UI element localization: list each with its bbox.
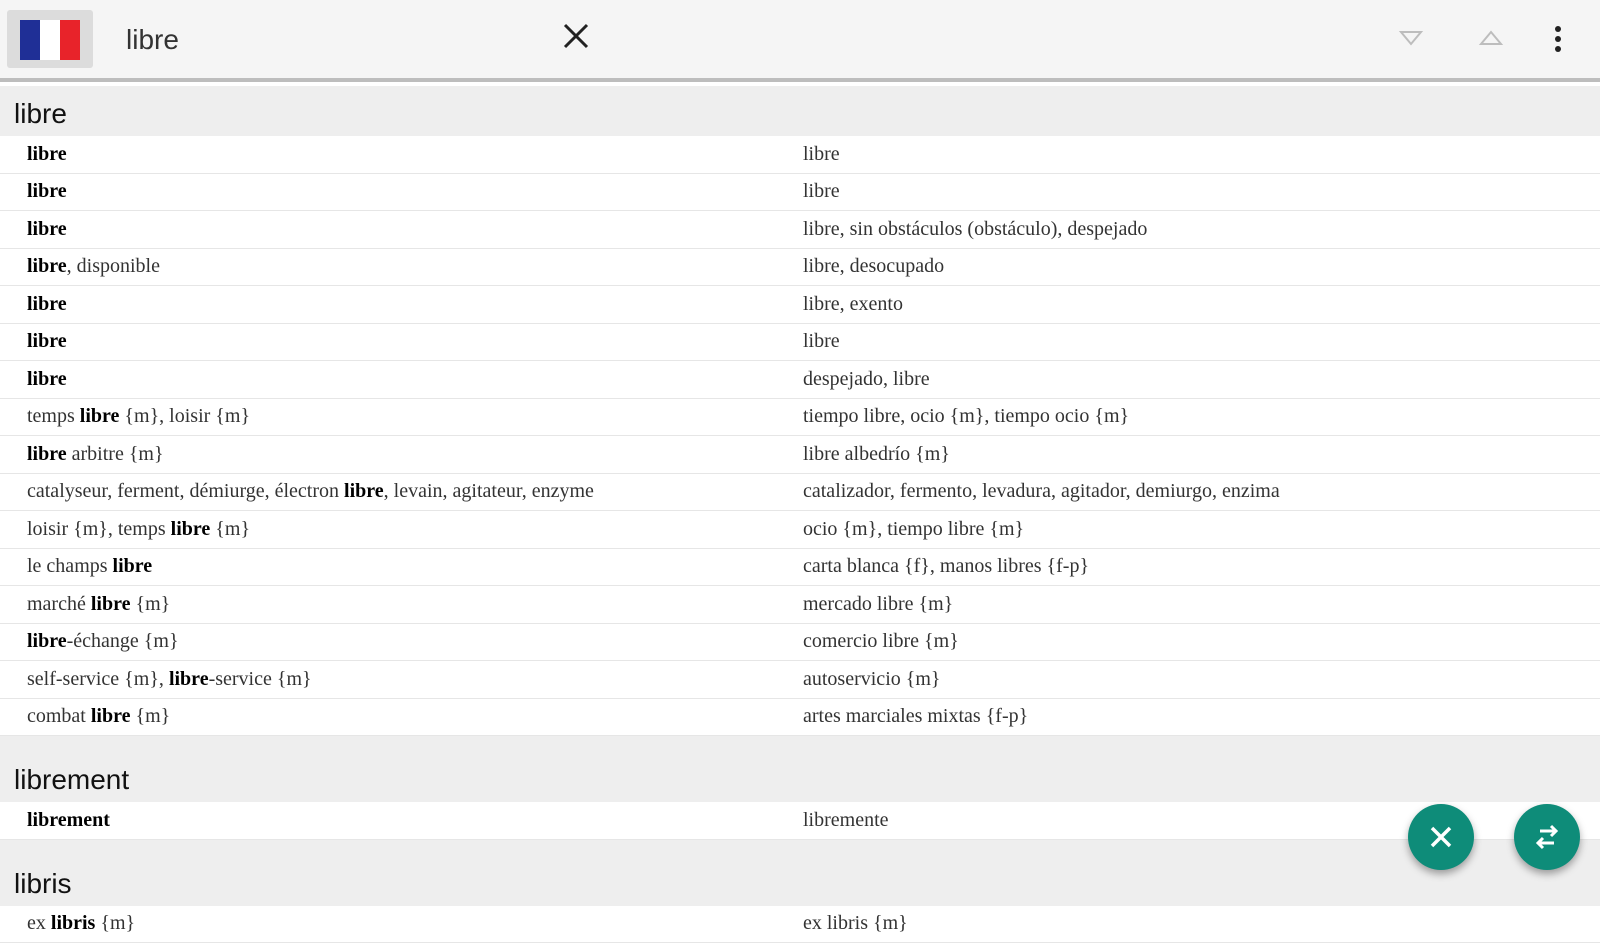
highlighted-term: librement xyxy=(27,809,110,831)
term-text: arbitre {m} xyxy=(67,443,164,465)
source-term xyxy=(0,443,803,466)
term-text: {m} xyxy=(131,705,171,727)
source-term xyxy=(0,218,803,241)
term-text: {m}, loisir {m} xyxy=(119,405,250,427)
term-text: , levain, agitateur, enzyme xyxy=(384,480,594,502)
highlighted-term: libre xyxy=(344,480,384,502)
next-result-button[interactable] xyxy=(1397,24,1433,60)
section-header: librement xyxy=(0,744,1600,802)
france-flag-icon xyxy=(20,20,80,60)
section-header: libre xyxy=(0,86,1600,136)
result-row[interactable] xyxy=(0,324,1600,362)
translation-term: mercado libre {m} xyxy=(803,593,1600,616)
source-term xyxy=(0,480,803,503)
translation-term: libremente xyxy=(803,809,1600,832)
result-row[interactable] xyxy=(0,436,1600,474)
term-text: -échange {m} xyxy=(67,630,179,652)
source-term xyxy=(0,912,803,935)
highlighted-term: libre xyxy=(27,368,67,390)
highlighted-term: libre xyxy=(171,518,211,540)
source-term xyxy=(0,518,803,541)
section-divider xyxy=(0,736,1600,744)
section-header: libris xyxy=(0,848,1600,906)
close-icon xyxy=(562,22,590,50)
translation-term: libre xyxy=(803,180,1600,203)
term-text: le champs xyxy=(27,555,113,577)
clear-search-button[interactable] xyxy=(562,22,602,62)
term-text: temps xyxy=(27,405,80,427)
section-divider xyxy=(0,840,1600,848)
highlighted-term: libre xyxy=(27,630,67,652)
term-text: {m} xyxy=(210,518,250,540)
result-row[interactable] xyxy=(0,624,1600,662)
translation-term: catalizador, fermento, levadura, agitador, demiurgo, enzima xyxy=(803,480,1600,503)
highlighted-term: libris xyxy=(51,912,95,934)
highlighted-term: libre xyxy=(91,593,131,615)
highlighted-term: libre xyxy=(27,180,67,202)
translation-term: libre albedrío {m} xyxy=(803,443,1600,466)
translation-term: tiempo libre, ocio {m}, tiempo ocio {m} xyxy=(803,405,1600,428)
result-row[interactable] xyxy=(0,511,1600,549)
close-fab-button[interactable] xyxy=(1408,804,1474,870)
highlighted-term: libre xyxy=(27,143,67,165)
source-term xyxy=(0,180,803,203)
result-row[interactable] xyxy=(0,906,1600,943)
result-row[interactable] xyxy=(0,661,1600,699)
term-text: {m} xyxy=(95,912,135,934)
chevron-down-icon xyxy=(1397,24,1425,52)
language-selector-button[interactable] xyxy=(7,10,93,68)
translation-term: libre xyxy=(803,330,1600,353)
source-term xyxy=(0,668,803,691)
swap-languages-fab-button[interactable] xyxy=(1514,804,1580,870)
source-term xyxy=(0,293,803,316)
result-row[interactable] xyxy=(0,549,1600,587)
result-row[interactable] xyxy=(0,136,1600,174)
source-term xyxy=(0,809,803,832)
result-row[interactable] xyxy=(0,399,1600,437)
chevron-up-icon xyxy=(1477,24,1505,52)
translation-term: libre, sin obstáculos (obstáculo), despejado xyxy=(803,218,1600,241)
search-input[interactable] xyxy=(126,20,546,60)
overflow-menu-button[interactable] xyxy=(1548,24,1576,60)
source-term xyxy=(0,405,803,428)
highlighted-term: libre xyxy=(27,255,67,277)
result-row[interactable] xyxy=(0,361,1600,399)
highlighted-term: libre xyxy=(80,405,120,427)
translation-term: ex libris {m} xyxy=(803,912,1600,935)
source-term xyxy=(0,143,803,166)
result-row[interactable] xyxy=(0,474,1600,512)
highlighted-term: libre xyxy=(169,668,209,690)
term-text: combat xyxy=(27,705,91,727)
translation-term: libre, exento xyxy=(803,293,1600,316)
result-row[interactable] xyxy=(0,286,1600,324)
prev-result-button[interactable] xyxy=(1477,24,1513,60)
result-row[interactable] xyxy=(0,699,1600,737)
swap-horiz-icon xyxy=(1531,821,1563,853)
term-text: ex xyxy=(27,912,51,934)
highlighted-term: libre xyxy=(113,555,153,577)
more-vert-icon xyxy=(1548,24,1568,54)
highlighted-term: libre xyxy=(91,705,131,727)
result-row[interactable] xyxy=(0,174,1600,212)
result-row[interactable] xyxy=(0,802,1600,840)
highlighted-term: libre xyxy=(27,330,67,352)
results-list[interactable] xyxy=(0,86,1600,900)
translation-term: artes marciales mixtas {f-p} xyxy=(803,705,1600,728)
translation-term: autoservicio {m} xyxy=(803,668,1600,691)
result-row[interactable] xyxy=(0,211,1600,249)
result-row[interactable] xyxy=(0,249,1600,287)
term-text: {m} xyxy=(131,593,171,615)
source-term xyxy=(0,555,803,578)
source-term xyxy=(0,368,803,391)
translation-term: carta blanca {f}, manos libres {f-p} xyxy=(803,555,1600,578)
translation-term: libre xyxy=(803,143,1600,166)
source-term xyxy=(0,593,803,616)
translation-term: ocio {m}, tiempo libre {m} xyxy=(803,518,1600,541)
term-text: -service {m} xyxy=(209,668,312,690)
source-term xyxy=(0,630,803,653)
translation-term: despejado, libre xyxy=(803,368,1600,391)
translation-term: comercio libre {m} xyxy=(803,630,1600,653)
highlighted-term: libre xyxy=(27,443,67,465)
term-text: catalyseur, ferment, démiurge, électron xyxy=(27,480,344,502)
source-term xyxy=(0,255,803,278)
term-text: self-service {m}, xyxy=(27,668,169,690)
result-row[interactable] xyxy=(0,586,1600,624)
term-text: , disponible xyxy=(67,255,160,277)
source-term xyxy=(0,705,803,728)
highlighted-term: libre xyxy=(27,293,67,315)
close-icon xyxy=(1425,821,1457,853)
source-term xyxy=(0,330,803,353)
highlighted-term: libre xyxy=(27,218,67,240)
term-text: marché xyxy=(27,593,91,615)
app-toolbar xyxy=(0,0,1600,82)
term-text: loisir {m}, temps xyxy=(27,518,171,540)
translation-term: libre, desocupado xyxy=(803,255,1600,278)
